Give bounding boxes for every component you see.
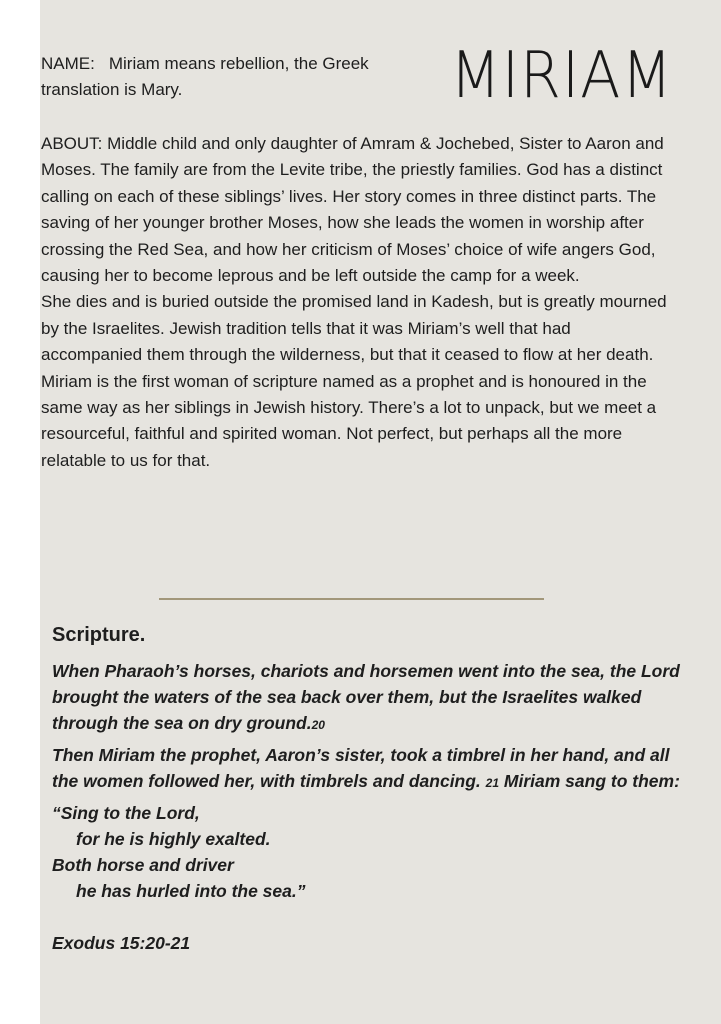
verse-2-text-end: Miriam sang to them: (503, 771, 680, 791)
song-poem (52, 800, 692, 904)
scripture-heading: Scripture. (52, 624, 146, 646)
document-page (40, 0, 721, 1024)
poem-line: Both horse and driver (52, 855, 234, 875)
name-section (41, 51, 391, 103)
scripture-reference: Exodus 15:20-21 (52, 933, 191, 953)
verse-number-21: 21 (485, 776, 500, 790)
verse-1 (52, 658, 692, 738)
verse-2 (52, 742, 692, 796)
verse-2-text-start: Then Miriam the prophet, Aaron’s sister, took a timbrel in her hand, and all the women followed her, with timbrels and dancing. (52, 745, 670, 791)
section-divider (159, 598, 544, 600)
about-label: ABOUT: (41, 134, 103, 153)
about-section (41, 131, 671, 474)
poem-line: he has hurled into the sea.” (76, 881, 306, 901)
name-label: NAME: (41, 54, 95, 73)
verse-number-20: 20 (311, 718, 325, 732)
about-paragraph-1 (41, 131, 671, 289)
poem-line: for he is highly exalted. (76, 829, 271, 849)
scripture-section (52, 620, 692, 956)
verse-1-text: When Pharaoh’s horses, chariots and horsemen went into the sea, the Lord brought the waters of the sea back over them, but the Israelites walked through the sea on dry ground. (52, 661, 680, 733)
poem-line: “Sing to the Lord, (52, 803, 200, 823)
name-text: Miriam means rebellion, the Greek translation is Mary. (41, 54, 369, 99)
about-paragraph-2: She dies and is buried outside the promised land in Kadesh, but is greatly mourned by the Israelites. Jewish tradition tells that it was Miriam’s well that had accompanied them through the wilderness, but that it ceased to flow at her death. Miriam is the first woman of scripture named as a prophet and is honoured in the same way as her siblings in Jewish history. There’s a lot to unpack, but we meet a resourceful, faithful and spirited woman. Not perfect, but perhaps all the more relatable to us for that. (41, 292, 667, 470)
about-text-1: Middle child and only daughter of Amram & Jochebed, Sister to Aaron and Moses. The family are from the Levite tribe, the priestly families. God has a distinct calling on each of these siblings’ lives. Her story comes in three distinct parts. The saving of her younger brother Moses, how she leads the women in worship after crossing the Red Sea, and how her criticism of Moses’ choice of wife angers God, causing her to become leprous and be left outside the camp for a week. (41, 134, 664, 286)
page-title: MIRIAM (450, 39, 674, 113)
